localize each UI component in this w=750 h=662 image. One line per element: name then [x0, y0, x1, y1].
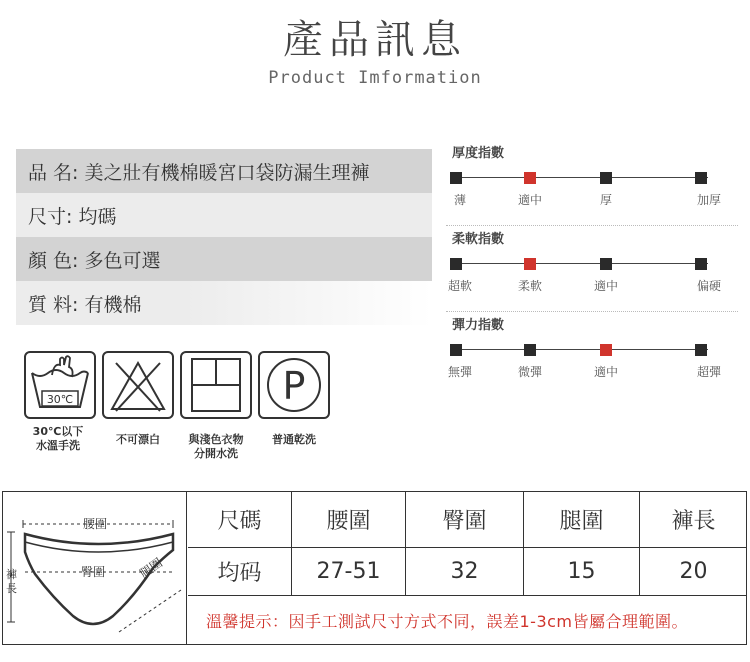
size-table [2, 491, 747, 645]
index-marker [450, 344, 462, 356]
hand-wash-svg [26, 353, 94, 417]
index-label: 薄 [453, 193, 467, 207]
index-title: 厚度指數 [452, 146, 505, 161]
index-marker [600, 172, 612, 184]
dry-clean-symbol: P [282, 364, 306, 408]
header-waist: 腰圍 [292, 492, 406, 548]
page-title: 產品訊息 [283, 17, 467, 63]
index-label: 超彈 [696, 365, 722, 379]
index-scale-line [456, 349, 708, 350]
care-label-dry-clean: 普通乾洗 [272, 433, 316, 446]
waist-label: 腰圍 [83, 517, 108, 531]
info-row-color: 顏 色: 多色可選 [16, 237, 432, 281]
index-marker [450, 258, 462, 270]
header-length: 褲長 [640, 492, 747, 548]
index-label: 適中 [593, 279, 619, 293]
dry-clean-icon [258, 351, 330, 419]
underwear-diagram [3, 492, 187, 644]
index-title: 柔軟指數 [452, 232, 505, 247]
care-label-hand-wash [16, 425, 100, 453]
index-scale-line [456, 263, 708, 264]
index-scale-line [456, 177, 708, 178]
index-label: 加厚 [696, 193, 722, 207]
separate-wash-svg [182, 353, 250, 417]
index-marker-active [524, 172, 536, 184]
thickness-index [446, 140, 738, 226]
index-label: 柔軟 [517, 279, 543, 293]
no-bleach-icon [102, 351, 174, 419]
care-label-separate-wash: 與淺色衣物 分開水洗 [188, 433, 244, 460]
index-label: 適中 [593, 365, 619, 379]
product-info [16, 149, 432, 325]
thigh-label: 腿圍 [137, 555, 165, 581]
value-size: 均码 [188, 548, 292, 596]
value-thigh: 15 [524, 548, 640, 596]
index-marker-active [524, 258, 536, 270]
index-marker [450, 172, 462, 184]
care-label-line: 30℃以下 水溫手洗 [32, 425, 84, 452]
index-label: 厚 [599, 193, 613, 207]
header-size: 尺碼 [188, 492, 292, 548]
index-label: 偏硬 [696, 279, 722, 293]
hand-wash-icon [24, 351, 96, 419]
value-waist: 27-51 [292, 548, 406, 596]
index-title: 彈力指數 [452, 318, 505, 333]
info-row-material: 質 料: 有機棉 [16, 281, 432, 325]
softness-index [446, 226, 738, 312]
index-label: 無彈 [447, 365, 473, 379]
length-label-2: 長 [6, 582, 17, 595]
index-marker-active [600, 344, 612, 356]
header-thigh: 腿圍 [524, 492, 640, 548]
size-figure [3, 492, 187, 644]
separate-wash-icon [180, 351, 252, 419]
hip-label: 臀圍 [81, 565, 106, 579]
index-label: 超軟 [447, 279, 473, 293]
index-marker [695, 258, 707, 270]
index-marker [695, 344, 707, 356]
index-label: 適中 [517, 193, 543, 207]
dry-clean-svg [260, 353, 328, 417]
no-bleach-svg [104, 353, 172, 417]
info-row-size: 尺寸: 均碼 [16, 193, 432, 237]
index-label: 微彈 [517, 365, 543, 379]
page-subtitle: Product Imformation [268, 68, 482, 88]
info-row-name: 品 名: 美之壯有機棉暖宮口袋防漏生理褲 [16, 149, 432, 193]
value-hip: 32 [406, 548, 524, 596]
size-note: 溫馨提示：因手工測試尺寸方式不同，誤差1-3cm皆屬合理範圍。 [206, 611, 689, 631]
length-label-1: 褲 [6, 568, 17, 581]
care-label-no-bleach: 不可漂白 [116, 433, 160, 446]
elasticity-index [446, 312, 738, 398]
header-hip: 臀圍 [406, 492, 524, 548]
index-marker [600, 258, 612, 270]
wash-temp-text: 30℃ [46, 393, 74, 406]
product-indices [446, 140, 738, 398]
title-block [0, 14, 750, 88]
index-marker [695, 172, 707, 184]
index-marker [524, 344, 536, 356]
value-length: 20 [640, 548, 747, 596]
